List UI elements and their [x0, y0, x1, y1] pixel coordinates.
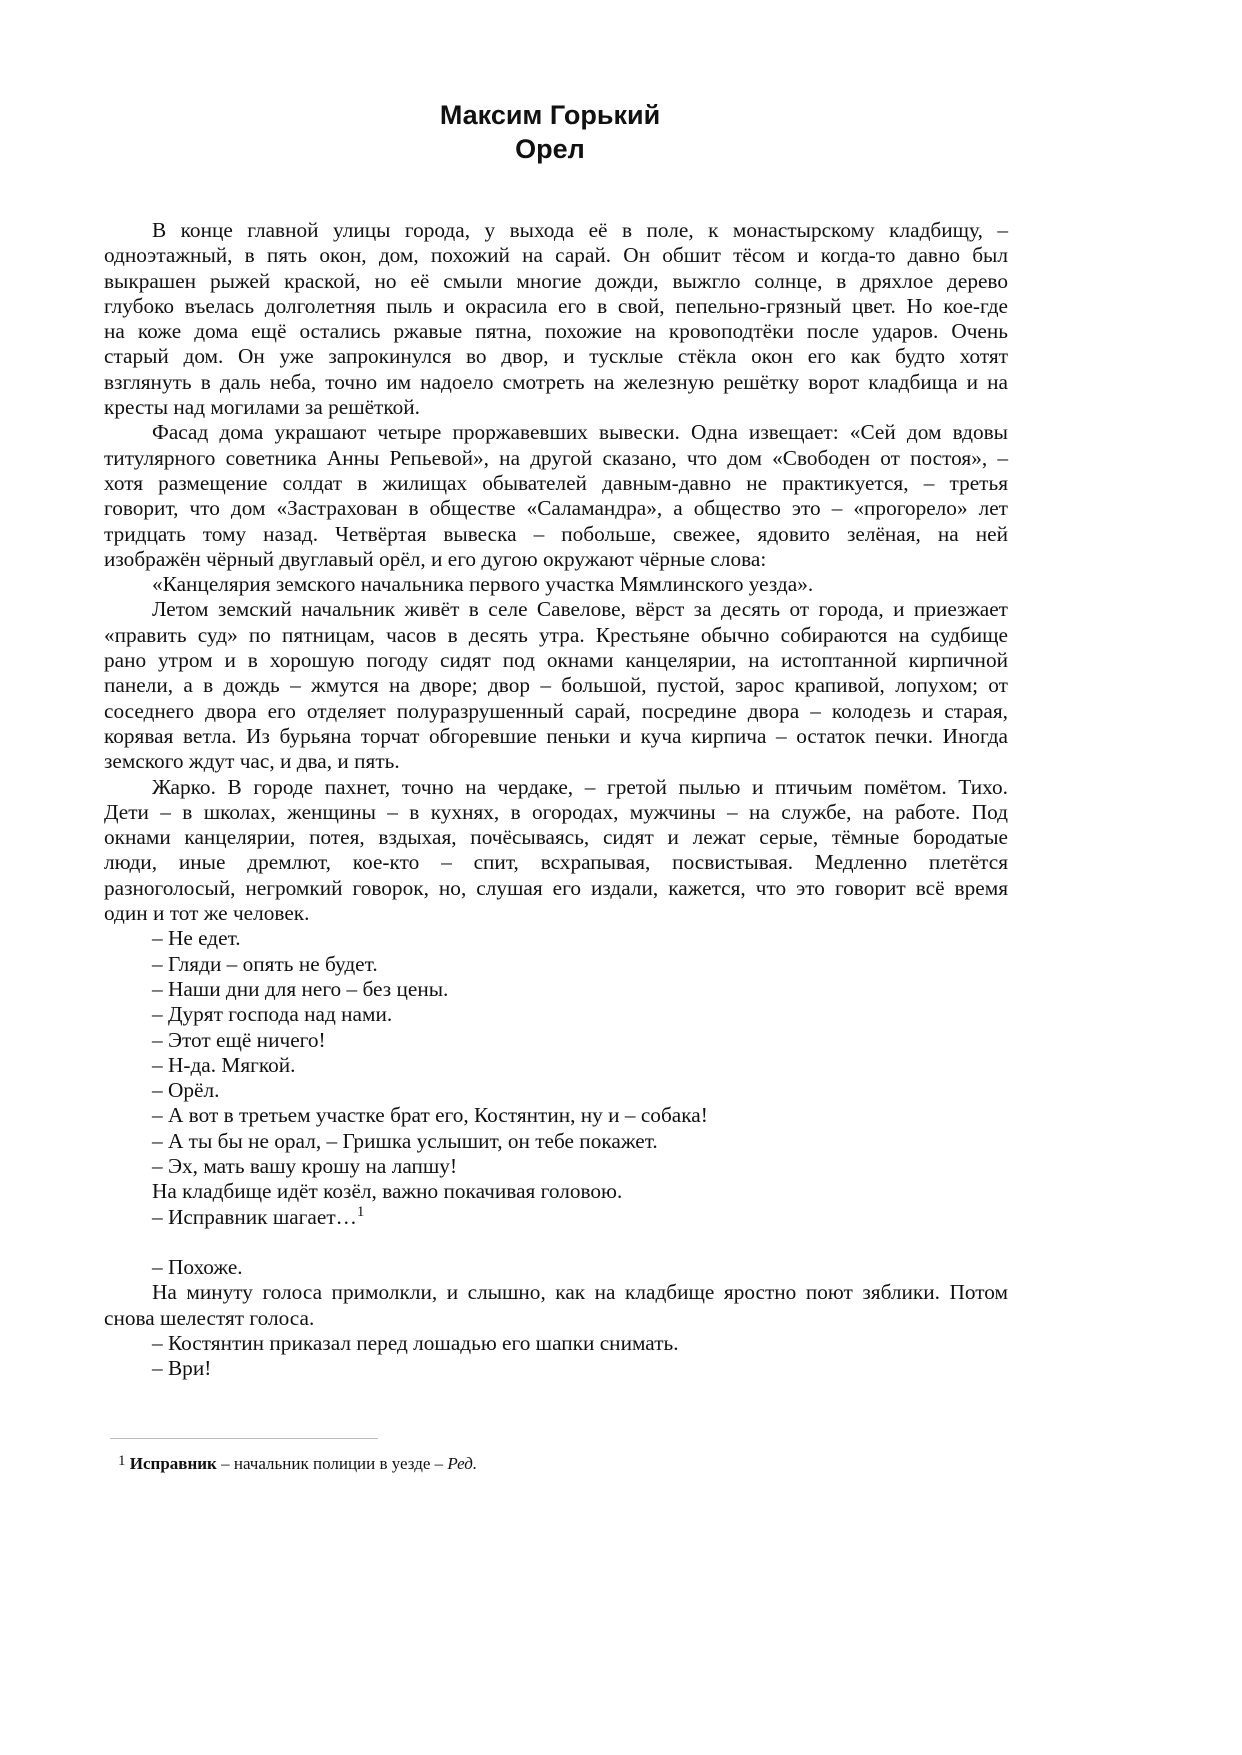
- text-line: – Похоже.: [152, 1255, 243, 1280]
- paragraph: [104, 977, 1008, 1002]
- text-line: – Не едет.: [152, 926, 241, 951]
- author-name: Максим Горький: [439, 100, 661, 130]
- text-line: Летом земский начальник живёт в селе Савелове, вёрст за десять от города, и приезжает: [152, 597, 1008, 622]
- document-title: [0, 98, 1100, 166]
- paragraph: [104, 1053, 1008, 1078]
- paragraph: [104, 1280, 1008, 1331]
- paragraph: [104, 775, 1008, 927]
- text-line: «править суд» по пятницам, часов в десять утра. Крестьяне обычно собираются на судбище: [104, 622, 1008, 647]
- text-line: панели, а в дождь – жмутся на дворе; двор – большой, пустой, зарос крапивой, лопухом; от: [104, 673, 1008, 698]
- paragraph: [104, 952, 1008, 977]
- paragraph: [104, 1103, 1008, 1128]
- text-line: На минуту голоса примолкли, и слышно, как на кладбище яростно поют зяблики. Потом: [152, 1280, 1008, 1305]
- text-line: снова шелестят голоса.: [104, 1305, 315, 1330]
- paragraph: [104, 1154, 1008, 1179]
- text-line: – Н-да. Мягкой.: [152, 1052, 296, 1077]
- text-line: окнами канцелярии, потея, вздыхая, почёсываясь, сидят и лежат серые, тёмные бородатые: [104, 825, 1008, 850]
- text-line: соседнего двора его отделяет полуразрушенный сарай, посредине двора – колодезь и старая,: [104, 698, 1008, 723]
- text-line: В конце главной улицы города, у выхода её в поле, к монастырскому кладбищу, –: [152, 218, 1008, 242]
- text-line: Дети – в школах, женщины – в кухнях, в огородах, мужчины – на службе, на работе. Под: [104, 799, 1008, 824]
- text-line: изображён чёрный двуглавый орёл, и его дугою окружают чёрные слова:: [104, 546, 767, 571]
- paragraph: [104, 1205, 1008, 1230]
- text-line: «Канцелярия земского начальника первого участка Мямлинского уезда».: [152, 572, 814, 597]
- text-line: говорит, что дом «Застрахован в обществе «Саламандра», а общество это – «прогорело» лет: [104, 496, 1008, 521]
- text-line: – Гляди – опять не будет.: [152, 951, 378, 976]
- text-line: – Ври!: [152, 1356, 212, 1381]
- text-line: – Дурят господа над нами.: [152, 1002, 393, 1027]
- text-line: – Эх, мать вашу крошу на лапшу!: [152, 1153, 458, 1178]
- text-line: один и тот же человек.: [104, 901, 310, 926]
- blank-line: [104, 1230, 1008, 1255]
- footnote-editor: Ред.: [447, 1454, 478, 1473]
- text-line: взглянуть в даль неба, точно им надоело смотреть на железную решётку ворот кладбища и на: [104, 369, 1008, 394]
- footnote-reference[interactable]: 1: [356, 1203, 365, 1220]
- text-line: люди, иные дремлют, кое-кто – спит, всхрапывая, посвистывая. Медленно плетётся: [104, 850, 1008, 875]
- paragraph: [104, 572, 1008, 597]
- text-line: рано утром и в хорошую погоду сидят под окнами канцелярии, на истоптанной кирпичной: [104, 648, 1008, 673]
- text-line: – Костянтин приказал перед лошадью его шапки снимать.: [152, 1331, 679, 1356]
- paragraph: [104, 1129, 1008, 1154]
- text-line: одноэтажный, в пять окон, дом, похожий на сарай. Он обшит тёсом и когда-то давно был: [104, 243, 1008, 268]
- text-line: титулярного советника Анны Репьевой», на другой сказано, что дом «Свободен от постоя», –: [104, 445, 1008, 470]
- text-line: Фасад дома украшают четыре проржавевших вывески. Одна извещает: «Сей дом вдовы: [152, 420, 1008, 445]
- text-line: – Этот ещё ничего!: [152, 1027, 326, 1052]
- text-line: на коже дома ещё остались ржавые пятна, похожие на кровоподтёки после ударов. Очень: [104, 319, 1008, 344]
- footnote-term: Исправник: [129, 1454, 217, 1473]
- paragraph: [104, 597, 1008, 774]
- paragraph: [104, 420, 1008, 572]
- footnote-number: 1: [118, 1453, 126, 1469]
- text-line: Жарко. В городе пахнет, точно на чердаке, – гретой пылью и птичьим помётом. Тихо.: [152, 774, 1008, 799]
- paragraph: [104, 218, 1008, 420]
- paragraph: [104, 1356, 1008, 1381]
- paragraph: [104, 1078, 1008, 1103]
- text-line: разноголосый, негромкий говорок, но, слушая его издали, кажется, что это говорит всё время: [104, 875, 1008, 900]
- text-line: старый дом. Он уже запрокинулся во двор, и тусклые стёкла окон его как будто хотят: [104, 344, 1008, 369]
- text-line: корявая ветла. Из бурьяна торчат обгоревшие пеньки и куча кирпича – остаток печки. Иногда: [104, 723, 1008, 748]
- paragraph: [104, 1002, 1008, 1027]
- paragraph: [104, 1179, 1008, 1204]
- text-line: – Исправник шагает…$^1$: [152, 1203, 365, 1229]
- text-line: На кладбище идёт козёл, важно покачивая головою.: [152, 1179, 623, 1204]
- text-line: глубоко въелась долголетняя пыль и окрасила его в свой, пепельно-грязный цвет. Но кое-где: [104, 293, 1008, 318]
- text-line: – Орёл.: [152, 1078, 220, 1103]
- text-line: выкрашен рыжей краской, но её смыли многие дожди, выжгло солнце, в дряхлое дерево: [104, 268, 1008, 293]
- text-line: – Наши дни для него – без цены.: [152, 976, 449, 1001]
- text-line: хотя размещение солдат в жилищах обывателей давным-давно не практикуется, – третья: [104, 470, 1008, 495]
- footnote-text: – начальник полиции в уезде –: [216, 1454, 448, 1473]
- text-line: тридцать тому назад. Четвёртая вывеска – побольше, свежее, ядовито зелёная, на ней: [104, 521, 1008, 546]
- text-line: – А ты бы не орал, – Гришка услышит, он тебе покажет.: [152, 1128, 658, 1153]
- paragraph: [104, 1255, 1008, 1280]
- footnote-separator: [110, 1438, 378, 1439]
- paragraph: [104, 1331, 1008, 1356]
- text-line: кресты над могилами за решёткой.: [104, 395, 421, 420]
- document-body: [104, 218, 1008, 1382]
- work-title: Орел: [515, 134, 585, 164]
- text-line: – А вот в третьем участке брат его, Костянтин, ну и – собака!: [152, 1103, 708, 1128]
- paragraph: [104, 926, 1008, 951]
- text-line: земского ждут час, и два, и пять.: [104, 749, 400, 774]
- footnote: [118, 1454, 477, 1474]
- paragraph: [104, 1028, 1008, 1053]
